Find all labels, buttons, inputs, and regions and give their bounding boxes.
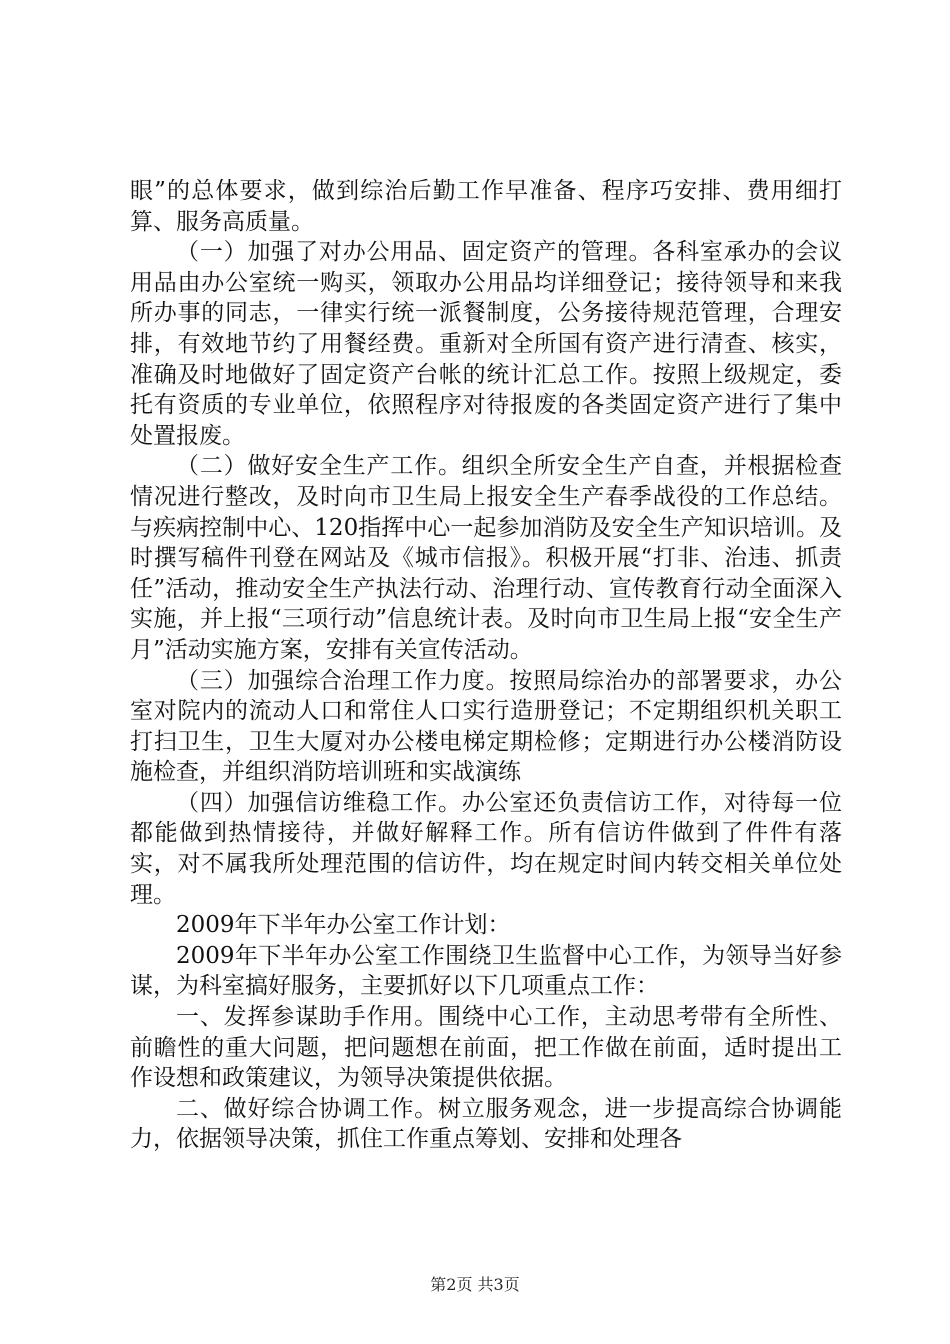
plan-heading: 2009年下半年办公室工作计划： — [176, 912, 511, 939]
plan-intro: 2009年下半年办公室工作围绕卫生监督中心工作，为领导当好参谋，为科室搞好服务，主要抓好以下几项重点工作： — [130, 942, 842, 1000]
plan-item-1: 一、发挥参谋助手作用。围绕中心工作，主动思考带有全所性、前瞻性的重大问题，把问题想在前面，把工作做在前面，适时提出工作设想和政策建议，为领导决策提供依据。 — [130, 1004, 842, 1092]
page-footer: 第2页 共3页 — [430, 1275, 520, 1294]
document-body — [130, 176, 842, 1155]
paragraph-continuation: 眼”的总体要求，做到综治后勤工作早准备、程序巧安排、费用细打算、服务高质量。 — [130, 178, 842, 235]
plan-item-2: 二、做好综合协调工作。树立服务观念，进一步提高综合协调能力，依据领导决策，抓住工作重点筹划、安排和处理各 — [130, 1095, 842, 1153]
paragraph-section-3: （三）加强综合治理工作力度。按照局综治办的部署要求，办公室对院内的流动人口和常住人口实行造册登记；不定期组织机关职工打扫卫生，卫生大厦对办公楼电梯定期检修；定期进行办公楼消防设施检查，并组织消防培训班和实战演练 — [130, 667, 842, 786]
paragraph-section-2: （二）做好安全生产工作。组织全所安全生产自查，并根据检查情况进行整改，及时向市卫生局上报安全生产春季战役的工作总结。与疾病控制中心、120指挥中心一起参加消防及安全生产知识培训。及时撰写稿件刊登在网站及《城市信报》。积极开展“打非、治违、抓责任”活动，推动安全生产执法行动、治理行动、宣传教育行动全面深入实施，并上报“三项行动”信息统计表。及时向市卫生局上报“安全生产月”活动实施方案，安排有关宣传活动。 — [130, 453, 842, 663]
paragraph-section-1: （一）加强了对办公用品、固定资产的管理。各科室承办的会议用品由办公室统一购买，领取办公用品均详细登记；接待领导和来我所办事的同志，一律实行统一派餐制度，公务接待规范管理，合理安排，有效地节约了用餐经费。重新对全所国有资产进行清查、核实，准确及时地做好了固定资产台帐的统计汇总工作。按照上级规定，委托有资质的专业单位，依照程序对待报废的各类固定资产进行了集中处置报废。 — [130, 239, 842, 449]
paragraph-section-4: （四）加强信访维稳工作。办公室还负责信访工作，对待每一位都能做到热情接待，并做好解释工作。所有信访件做到了件件有落实，对不属我所处理范围的信访件，均在规定时间内转交相关单位处理。 — [130, 789, 842, 908]
